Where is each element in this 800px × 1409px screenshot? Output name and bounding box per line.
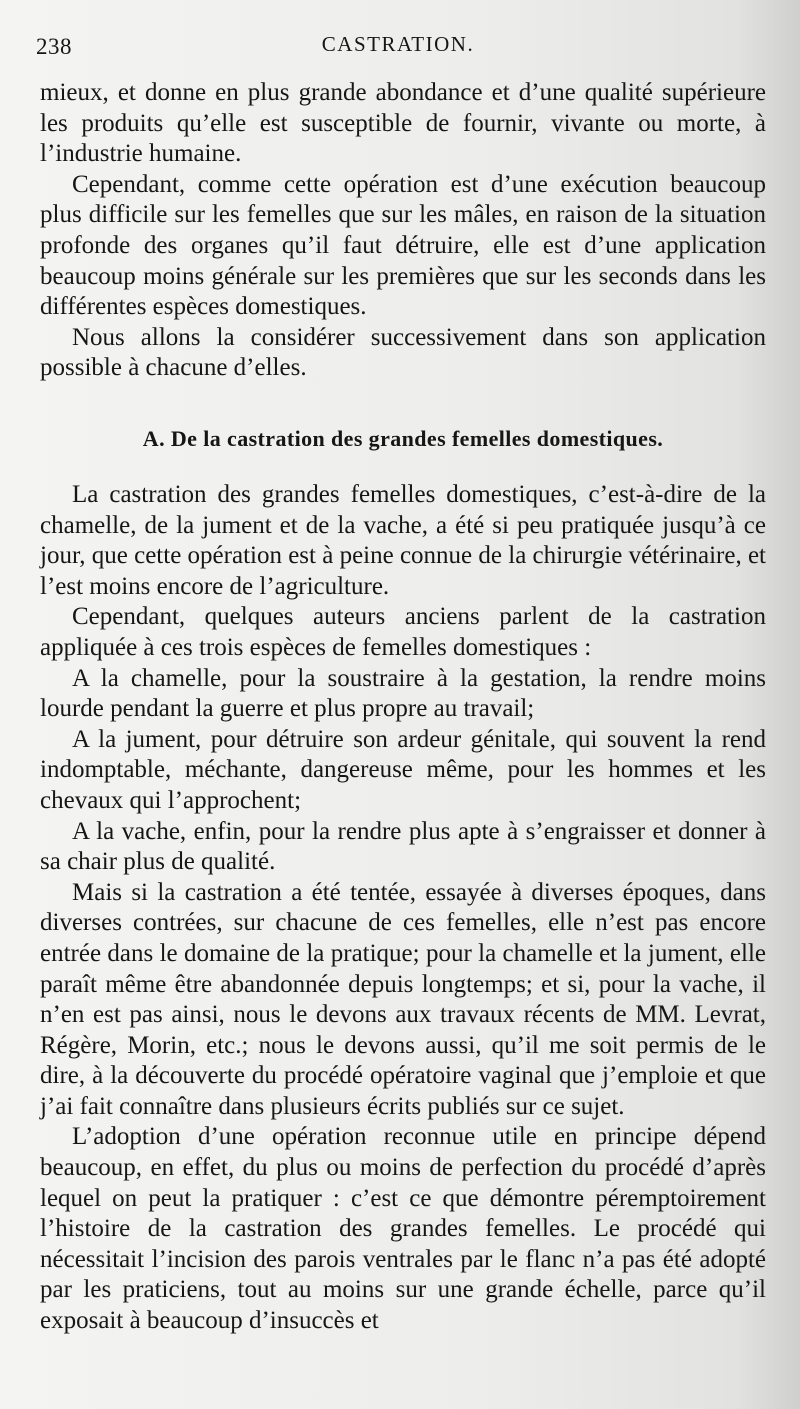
paragraph: Mais si la castration a été tentée, essayée à diverses époques, dans diverses contrées, sur chacune de ces femelles, elle n’est pas encore entrée dans le domaine de la pratique; pour la chamelle et la jument, elle paraît même être abandonnée depuis longtemps; et si, pour la vache, il n’en est pas ainsi, nous le devons aux travaux récents de MM. Levrat, Régère, Morin, etc.; nous le devons aussi, qu’il me soit permis de le dire, à la découverte du procédé opératoire vaginal que j’emploie et que j’ai fait connaître dans plusieurs écrits publiés sur ce sujet. bbox=[40, 878, 766, 1120]
paragraph-continuation: mieux, et donne en plus grande abondance et d’une qualité supérieure les produits qu’elle est susceptible de fournir, vivante ou morte, à l’industrie humaine. bbox=[40, 79, 766, 168]
running-title: CASTRATION. bbox=[321, 32, 475, 56]
paragraph: A la vache, enfin, pour la rendre plus apte à s’engraisser et donner à sa chair plus de qualité. bbox=[40, 817, 766, 876]
page-number: 238 bbox=[36, 34, 72, 59]
paragraph: Cependant, comme cette opération est d’une exécution beaucoup plus difficile sur les femelles que sur les mâles, en raison de la situation profonde des organes qu’il faut détruire, elle est d’une application beaucoup moins générale sur les premières que sur les seconds dans les différentes espèces domestiques. bbox=[40, 170, 766, 321]
page-header bbox=[36, 30, 760, 64]
paragraph: La castration des grandes femelles domestiques, c’est-à-dire de la chamelle, de la jument et de la vache, a été si peu pratiquée jusqu’à ce jour, que cette opération est à peine connue de la chirurgie vétérinaire, et l’est moins encore de l’agriculture. bbox=[40, 481, 766, 600]
paragraph: A la chamelle, pour la soustraire à la gestation, la rendre moins lourde pendant la guerre et plus propre au travail; bbox=[40, 664, 766, 723]
section-heading: A. De la castration des grandes femelles domestiques. bbox=[142, 426, 664, 451]
section-text-block bbox=[40, 480, 766, 1337]
paragraph: L’adoption d’une opération reconnue utile en principe dépend beaucoup, en effet, du plus ou moins de perfection du procédé d’après lequel on peut la pratiquer : c’est ce que démontre péremptoirement l’histoire de la castration des grandes femelles. Le procédé qui nécessitait l’incision des parois ventrales par le flanc n’a pas été adopté par les praticiens, tout au moins sur une grande échelle, parce qu’il exposait à beaucoup d’insuccès et bbox=[40, 1123, 766, 1335]
paragraph: Cependant, quelques auteurs anciens parlent de la castration appliquée à ces trois espèces de femelles domestiques : bbox=[40, 603, 766, 661]
paragraph: Nous allons la considérer successivement dans son application possible à chacune d’elles. bbox=[40, 323, 766, 382]
paragraph: A la jument, pour détruire son ardeur génitale, qui souvent la rend indomptable, méchante, dangereuse même, pour les hommes et les chevaux qui l’approchent; bbox=[40, 725, 766, 814]
intro-text-block bbox=[40, 78, 766, 384]
